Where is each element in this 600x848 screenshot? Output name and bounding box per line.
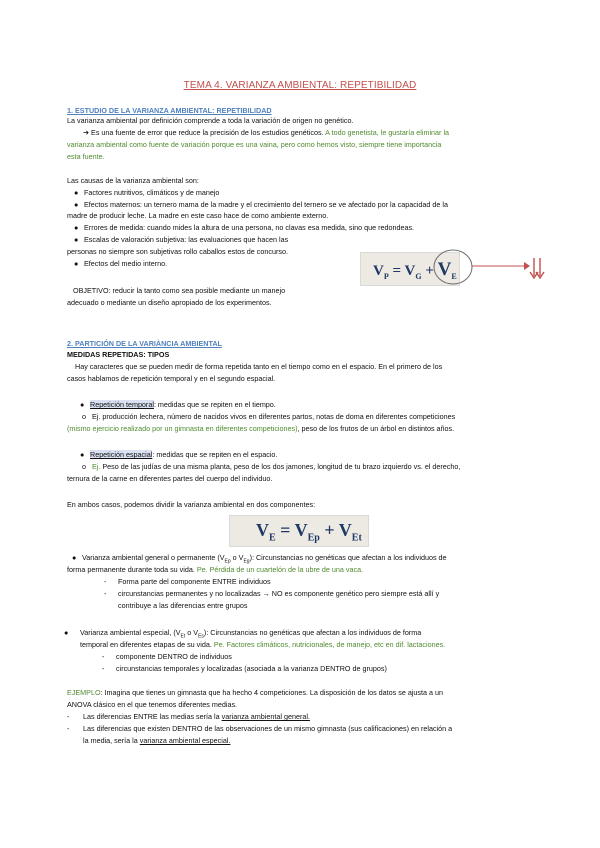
section2-subheading: MEDIDAS REPETIDAS: TIPOS bbox=[67, 350, 170, 359]
permanent-subitem: - circunstancias permanentes y no localizadas → NO es componente genético pero siempre está allí y bbox=[104, 589, 440, 598]
formula-ve-box bbox=[229, 515, 369, 547]
bullet-icon: ● bbox=[74, 200, 79, 209]
example-item: - Las diferencias ENTRE las medias sería la varianza ambiental general. bbox=[67, 712, 310, 721]
cause-text: Errores de medida: cuando mides la altura de una persona, no clavas esa medida, sino que redondeas. bbox=[84, 223, 415, 232]
objective-text: : reducir la tanto como sea posible mediante un manejo bbox=[108, 286, 286, 295]
arrow-icon: ➔ bbox=[83, 128, 90, 137]
temporal-example: o Ej. producción lechera, número de nacidos vivos en diferentes partos, notas de doma en diferentes competiciones bbox=[82, 412, 456, 421]
spatial-item bbox=[80, 450, 277, 460]
permanent-item: ● Varianza ambiental general o permanente ($V_{Ep}$ o $V_{Eg}$): Circunstancias no genéticas que afectan a los individuos de bbox=[72, 553, 447, 565]
cause-text: Efectos maternos: un ternero mama de la madre y el crecimiento del ternero se ve afectado por la capacidad de la bbox=[84, 200, 448, 209]
objective-line-2: adecuado o mediante un diseño apropiado de los experimentos. bbox=[67, 298, 272, 307]
arrow-text-green-3: esta fuente. bbox=[67, 152, 105, 161]
example-item: - Las diferencias que existen DENTRO de las observaciones de un mismo gimnasta (sus calificaciones) en relación a bbox=[67, 724, 453, 733]
spatial-label: Repetición espacial bbox=[90, 450, 153, 459]
cause-item bbox=[74, 200, 569, 210]
section2-intro-2: casos hablamos de repetición temporal y en el segundo espacial. bbox=[67, 374, 276, 383]
section1-arrow-paragraph bbox=[67, 128, 557, 138]
section2-heading: 2. PARTICIÓN DE LA VARIÀNCIA AMBIENTAL bbox=[67, 339, 222, 348]
temporal-text: : medidas que se repiten en el tiempo. bbox=[153, 400, 276, 409]
bullet-icon: ● bbox=[80, 400, 85, 409]
formula-annotation bbox=[420, 246, 550, 290]
temporal-example-cont: (mismo ejercicio realizado por un gimnasta en diferentes competiciones), peso de los frutos de un árbol en distintos años. bbox=[67, 424, 455, 433]
bullet-icon: ● bbox=[64, 628, 69, 637]
example-item-cont: la media, sería la varianza ambiental especial. bbox=[83, 736, 231, 745]
bullet-icon: ● bbox=[74, 259, 79, 268]
section1-definition: La varianza ambiental por definición comprende a toda la variación de origen no genético. bbox=[67, 116, 354, 125]
cause-item bbox=[74, 188, 219, 198]
permanent-line-2: forma permanente durante toda su vida. Pe. Pérdida de un cuartelón de la ubre de una vaca. bbox=[67, 565, 364, 574]
objective-label: OBJETIVO bbox=[73, 286, 109, 295]
bullet-icon: ● bbox=[74, 235, 79, 244]
arrow-head-icon bbox=[524, 262, 530, 270]
circle-bullet-icon: o bbox=[82, 462, 86, 471]
example-line-1: EJEMPLO: Imagina que tienes un gimnasta que ha hecho 4 competiciones. La disposición de los datos se ajusta a un bbox=[67, 688, 443, 697]
bullet-icon: ● bbox=[74, 188, 79, 197]
arrow-text-green: A todo genetista, le gustaría eliminar la bbox=[323, 128, 450, 137]
special-subitem: - circunstancias temporales y localizadas (asociada a la varianza DENTRO de grupos) bbox=[102, 664, 387, 673]
cause-item bbox=[74, 235, 288, 245]
objective-line-1 bbox=[67, 286, 285, 296]
special-item: ● Varianza ambiental especial, ($V_{Et}$ o $V_{Es}$): Circunstancias no genéticas que afectan a los individuos de forma bbox=[64, 628, 422, 640]
formula-vp: $V_P = V_G + V_E$ bbox=[373, 259, 457, 281]
circle-bullet-icon: o bbox=[82, 412, 86, 421]
temporal-item bbox=[80, 400, 276, 410]
cause-continuation: personas no siempre son subjetivas rollo caballos estos de concurso. bbox=[67, 247, 288, 256]
both-cases-text: En ambos casos, podemos dividir la varianza ambiental en dos componentes: bbox=[67, 500, 316, 509]
page-title: TEMA 4. VARIANZA AMBIENTAL: REPETIBILIDAD bbox=[183, 80, 417, 91]
cause-item bbox=[74, 223, 414, 233]
formula-ve: $V_E = V_{Ep} + V_{Et}$ bbox=[256, 520, 362, 544]
cause-continuation: madre de producir leche. La madre en este caso hace de como ambiente externo. bbox=[67, 211, 329, 220]
cause-text: Escalas de valoración subjetiva: las evaluaciones que hacen las bbox=[84, 235, 289, 244]
arrow-text-green-2: varianza ambiental como fuente de variación porque es una vaina, pero como hemos visto, siempre tiene importancia bbox=[67, 140, 442, 149]
spatial-example-cont: ternura de la carne en diferentes partes del cuerpo del individuo. bbox=[67, 474, 273, 483]
bullet-icon: ● bbox=[72, 553, 77, 562]
section1-heading: 1. ESTUDIO DE LA VARIANZA AMBIENTAL: REPETIBILIDAD bbox=[67, 106, 272, 115]
section2-intro-1: Hay caracteres que se pueden medir de forma repetida tanto en el tiempo como en el espacio. En el primero de los bbox=[75, 362, 443, 371]
permanent-subitem: - Forma parte del componente ENTRE individuos bbox=[104, 577, 271, 586]
example-line-2: ANOVA clásico en el que tenemos diferentes medias. bbox=[67, 700, 238, 709]
causes-intro: Las causas de la varianza ambiental son: bbox=[67, 176, 199, 185]
spatial-text: : medidas que se repiten en el espacio. bbox=[152, 450, 278, 459]
circle-highlight bbox=[434, 250, 472, 284]
cause-text: Efectos del medio interno. bbox=[84, 259, 168, 268]
spatial-example: o Ej. Peso de las judías de una misma planta, peso de los dos jamones, longitud de tu brazo izquierdo vs. el derecho, bbox=[82, 462, 461, 471]
special-subitem: - componente DENTRO de individuos bbox=[102, 652, 232, 661]
permanent-subitem-cont: contribuye a las diferencias entre grupos bbox=[118, 601, 248, 610]
bullet-icon: ● bbox=[80, 450, 85, 459]
special-line-2: temporal en diferentes etapas de su vida. Pe. Factores climáticos, nutricionales, de manejo, etc en dif. lactaciones. bbox=[80, 640, 446, 649]
example-label: EJEMPLO bbox=[67, 688, 101, 697]
bullet-icon: ● bbox=[74, 223, 79, 232]
temporal-label: Repetición temporal bbox=[90, 400, 154, 409]
arrow-text-black: Es una fuente de error que reduce la precisión de los estudios genéticos. bbox=[91, 128, 324, 137]
cause-item bbox=[74, 259, 167, 269]
cause-text: Factores nutritivos, climáticos y de manejo bbox=[84, 188, 220, 197]
